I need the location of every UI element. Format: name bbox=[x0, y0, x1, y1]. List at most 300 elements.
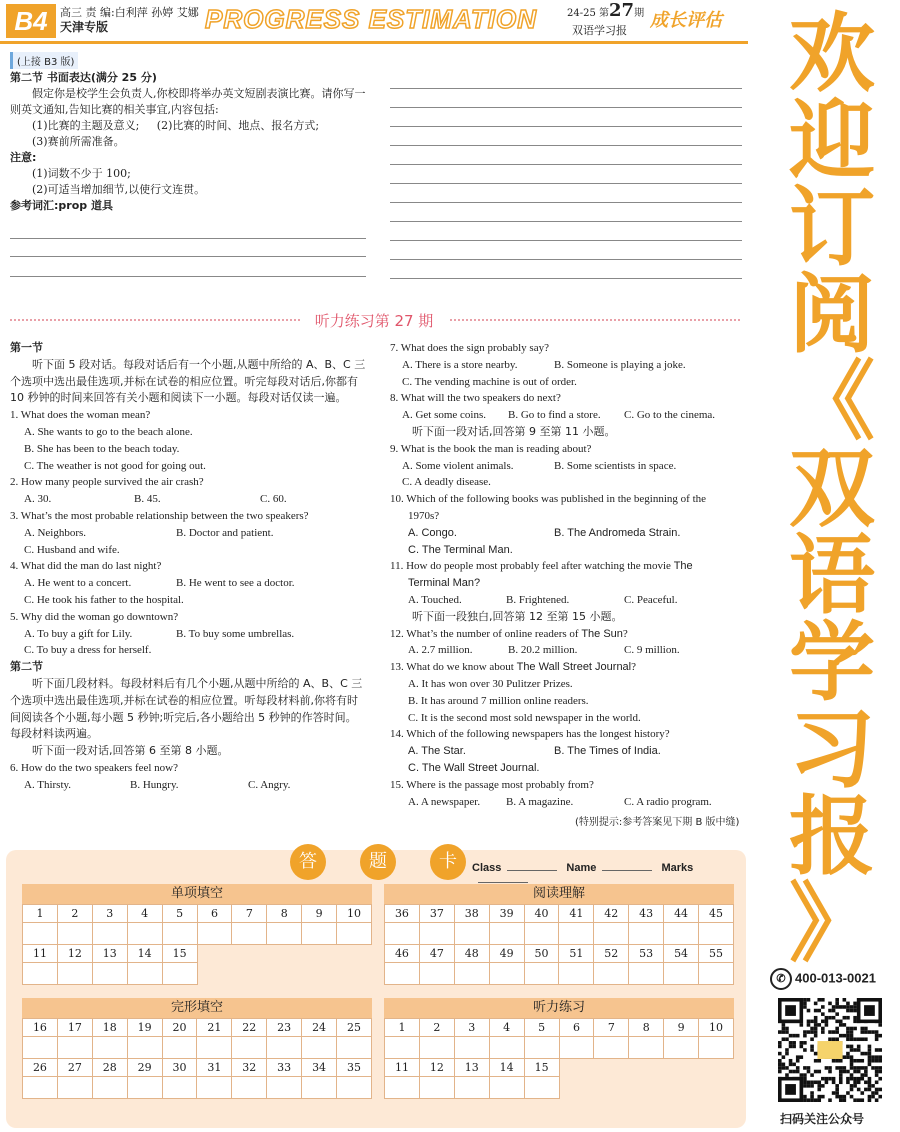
phone-contact[interactable] bbox=[770, 968, 876, 990]
card-title-char: 答 bbox=[290, 844, 326, 880]
grid-spacer bbox=[232, 945, 267, 963]
option[interactable]: C. To buy a dress for herself. bbox=[24, 644, 152, 657]
answer-cell[interactable] bbox=[454, 1037, 489, 1059]
card-title-char: 卡 bbox=[430, 844, 466, 880]
option[interactable]: C. The vending machine is out of order. bbox=[402, 375, 577, 388]
question-5: 5. Why did the woman go downtown? bbox=[10, 610, 179, 623]
writing-line[interactable] bbox=[390, 202, 742, 203]
option[interactable]: C. It is the second most sold newspaper in the world. bbox=[408, 711, 641, 724]
question-7: 7. What does the sign probably say? bbox=[390, 342, 549, 354]
answer-cell[interactable] bbox=[232, 1037, 267, 1059]
grid-spacer bbox=[267, 945, 302, 963]
answer-number: 39 bbox=[489, 905, 524, 923]
answer-cell[interactable] bbox=[337, 1077, 372, 1099]
question-14: 14. Which of the following newspapers has the longest history? bbox=[390, 728, 670, 741]
grid-title: 完形填空 bbox=[22, 998, 372, 1018]
answer-number: 9 bbox=[664, 1019, 699, 1037]
promo-char: 学 bbox=[789, 613, 875, 713]
answer-cell[interactable] bbox=[57, 1037, 92, 1059]
name-label: Name bbox=[566, 862, 597, 874]
option[interactable]: C. The Wall Street Journal. bbox=[408, 761, 540, 774]
grid-spacer bbox=[629, 1077, 664, 1099]
listening-left-column bbox=[10, 340, 366, 794]
writing-point: (3)赛前所需准备。 bbox=[32, 135, 125, 148]
phone-icon: ✆ bbox=[770, 968, 792, 990]
answer-number: 51 bbox=[559, 945, 594, 963]
writing-line[interactable] bbox=[390, 221, 742, 222]
answer-cell[interactable] bbox=[127, 1037, 162, 1059]
grid-spacer bbox=[337, 945, 372, 963]
option[interactable]: B. Go to find a store. bbox=[508, 409, 601, 422]
option[interactable]: A. To buy a gift for Lily. bbox=[24, 627, 133, 640]
question-13-title: The Wall Street Journal bbox=[516, 661, 632, 674]
writing-points bbox=[10, 118, 370, 134]
answer-cell[interactable] bbox=[524, 1037, 559, 1059]
answer-number: 13 bbox=[454, 1059, 489, 1077]
title-dots-right bbox=[450, 319, 740, 321]
writing-line[interactable] bbox=[390, 88, 742, 89]
writing-line[interactable] bbox=[390, 240, 742, 241]
answer-card bbox=[6, 850, 746, 1128]
issue-suffix: 期 bbox=[634, 8, 645, 19]
answer-cell[interactable] bbox=[267, 1037, 302, 1059]
answer-cell[interactable] bbox=[419, 923, 454, 945]
column-name: 成长评估 bbox=[650, 10, 722, 31]
option[interactable]: B. Some scientists in space. bbox=[554, 459, 677, 472]
options-row bbox=[10, 525, 366, 542]
answer-cell[interactable] bbox=[92, 923, 127, 945]
promo-char: 订 bbox=[789, 178, 875, 278]
answer-number: 12 bbox=[57, 945, 92, 963]
answer-number: 23 bbox=[267, 1019, 302, 1037]
question-12-title: The Sun bbox=[581, 627, 623, 640]
answer-cell[interactable] bbox=[419, 1077, 454, 1099]
part1-title: 第一节 bbox=[10, 341, 43, 354]
grid-spacer bbox=[197, 945, 232, 963]
card-title-char: 题 bbox=[360, 844, 396, 880]
option[interactable]: B. Hungry. bbox=[130, 778, 179, 791]
writing-line[interactable] bbox=[390, 278, 742, 279]
student-info bbox=[472, 862, 746, 886]
answer-cell[interactable] bbox=[162, 923, 197, 945]
option[interactable]: B. Doctor and patient. bbox=[176, 526, 274, 539]
answer-cell[interactable] bbox=[664, 1037, 699, 1059]
answer-cell[interactable] bbox=[489, 923, 524, 945]
masthead-title: PROGRESS ESTIMATION bbox=[205, 4, 537, 34]
answer-number: 34 bbox=[302, 1059, 337, 1077]
answer-cell[interactable] bbox=[162, 1037, 197, 1059]
answer-grid bbox=[384, 998, 734, 1110]
answer-number: 8 bbox=[629, 1019, 664, 1037]
answer-number: 46 bbox=[385, 945, 420, 963]
promo-char: 欢 bbox=[789, 4, 875, 104]
question-15: 15. Where is the passage most probably from? bbox=[390, 778, 594, 791]
answer-number: 18 bbox=[92, 1019, 127, 1037]
options-row bbox=[390, 743, 746, 760]
answer-cell[interactable] bbox=[524, 963, 559, 985]
answer-cell[interactable] bbox=[232, 923, 267, 945]
answer-cell[interactable] bbox=[524, 923, 559, 945]
grid-spacer bbox=[559, 1059, 594, 1077]
question-3: 3. What’s the most probable relationship between the two speakers? bbox=[10, 509, 309, 522]
answer-cell[interactable] bbox=[559, 963, 594, 985]
answer-number: 31 bbox=[197, 1059, 232, 1077]
option[interactable]: C. 9 million. bbox=[624, 644, 680, 657]
answer-cell[interactable] bbox=[337, 923, 372, 945]
answer-cell[interactable] bbox=[267, 1077, 302, 1099]
answer-number: 7 bbox=[594, 1019, 629, 1037]
segment-instruction: 听下面一段对话,回答第 6 至第 8 小题。 bbox=[32, 744, 229, 758]
options-row bbox=[390, 525, 746, 542]
grid-spacer bbox=[594, 1059, 629, 1077]
answer-cell[interactable] bbox=[594, 923, 629, 945]
option[interactable]: B. To buy some umbrellas. bbox=[176, 627, 295, 640]
marks-label: Marks bbox=[661, 862, 694, 874]
answer-cell[interactable] bbox=[385, 963, 420, 985]
options-row bbox=[10, 491, 366, 508]
question-6: 6. How do the two speakers feel now? bbox=[10, 761, 179, 774]
answer-number: 54 bbox=[664, 945, 699, 963]
answer-cell[interactable] bbox=[385, 923, 420, 945]
writing-line[interactable] bbox=[10, 238, 366, 239]
class-label: Class bbox=[472, 862, 502, 874]
answer-cell[interactable] bbox=[302, 923, 337, 945]
option[interactable]: A. It has won over 30 Pulitzer Prizes. bbox=[408, 677, 573, 690]
answer-number: 53 bbox=[629, 945, 664, 963]
option[interactable]: C. Go to the cinema. bbox=[624, 409, 716, 422]
question-12-end: ? bbox=[622, 627, 628, 640]
answer-cell[interactable] bbox=[524, 1077, 559, 1099]
answer-number: 37 bbox=[419, 905, 454, 923]
answer-cell[interactable] bbox=[699, 923, 734, 945]
question-4: 4. What did the man do last night? bbox=[10, 560, 162, 573]
part2-title: 第二节 bbox=[10, 660, 43, 674]
answer-cell[interactable] bbox=[23, 1077, 58, 1099]
answer-cell[interactable] bbox=[337, 1037, 372, 1059]
notes-title: 注意: bbox=[10, 151, 37, 164]
option[interactable]: B. He went to see a doctor. bbox=[176, 577, 295, 590]
answer-number: 36 bbox=[385, 905, 420, 923]
grid-spacer bbox=[302, 945, 337, 963]
writing-prompt: 假定你是校学生会负责人,你校即将举办英文短剧表演比赛。请你写一则英文通知,告知比赛的相关事宜,内容包括: bbox=[10, 87, 366, 116]
question-13 bbox=[390, 659, 746, 676]
name-field[interactable] bbox=[602, 870, 652, 871]
answer-cell[interactable] bbox=[489, 963, 524, 985]
answer-cell[interactable] bbox=[57, 1077, 92, 1099]
answer-cell[interactable] bbox=[699, 963, 734, 985]
answer-number: 6 bbox=[197, 905, 232, 923]
answer-number: 48 bbox=[454, 945, 489, 963]
writing-line[interactable] bbox=[390, 164, 742, 165]
options-row bbox=[390, 642, 746, 659]
answer-cell[interactable] bbox=[385, 1037, 420, 1059]
answer-cell[interactable] bbox=[23, 923, 58, 945]
answer-number: 25 bbox=[337, 1019, 372, 1037]
answer-number: 24 bbox=[302, 1019, 337, 1037]
option[interactable]: A. A newspaper. bbox=[408, 795, 481, 808]
grid-spacer bbox=[699, 1077, 734, 1099]
writing-point: (2)比赛的时间、地点、报名方式; bbox=[156, 119, 320, 132]
answer-number: 11 bbox=[385, 1059, 420, 1077]
writing-line[interactable] bbox=[390, 259, 742, 260]
option[interactable]: A. Thirsty. bbox=[24, 778, 72, 791]
option[interactable]: B. A magazine. bbox=[506, 795, 574, 808]
grid-spacer bbox=[267, 963, 302, 985]
question-10: 10. Which of the following books was published in the beginning of the bbox=[390, 493, 707, 506]
answer-number: 12 bbox=[419, 1059, 454, 1077]
option[interactable]: B. It has around 7 million online readers. bbox=[408, 694, 589, 707]
answer-cell[interactable] bbox=[629, 963, 664, 985]
answer-number: 7 bbox=[232, 905, 267, 923]
answer-number: 19 bbox=[127, 1019, 162, 1037]
answer-grid bbox=[22, 998, 372, 1110]
grid-spacer bbox=[699, 1059, 734, 1077]
grid-title: 听力练习 bbox=[384, 998, 734, 1018]
answer-cell[interactable] bbox=[23, 963, 58, 985]
answer-number: 45 bbox=[699, 905, 734, 923]
answer-cell[interactable] bbox=[629, 923, 664, 945]
answer-number: 10 bbox=[699, 1019, 734, 1037]
answer-number: 20 bbox=[162, 1019, 197, 1037]
option[interactable]: C. Angry. bbox=[248, 778, 291, 791]
writing-line[interactable] bbox=[390, 183, 742, 184]
writing-line[interactable] bbox=[390, 107, 742, 108]
grid-spacer bbox=[559, 1077, 594, 1099]
promo-char: 》 bbox=[789, 874, 875, 974]
option[interactable]: A. 30. bbox=[24, 493, 52, 506]
option[interactable]: A. Touched. bbox=[408, 593, 462, 606]
answer-number: 5 bbox=[162, 905, 197, 923]
answer-cell[interactable] bbox=[127, 923, 162, 945]
answer-cell[interactable] bbox=[664, 963, 699, 985]
grid-spacer bbox=[197, 963, 232, 985]
answer-number: 2 bbox=[57, 905, 92, 923]
answer-number: 9 bbox=[302, 905, 337, 923]
option[interactable]: C. He took his father to the hospital. bbox=[24, 593, 184, 606]
option[interactable]: C. The Terminal Man. bbox=[408, 543, 513, 556]
answer-cell[interactable] bbox=[232, 1077, 267, 1099]
writing-line[interactable] bbox=[390, 145, 742, 146]
answer-number: 30 bbox=[162, 1059, 197, 1077]
answer-number: 22 bbox=[232, 1019, 267, 1037]
option[interactable]: B. The Andromeda Strain. bbox=[554, 526, 681, 539]
answer-cell[interactable] bbox=[127, 1077, 162, 1099]
answer-number: 33 bbox=[267, 1059, 302, 1077]
answer-cell[interactable] bbox=[267, 923, 302, 945]
answer-number: 28 bbox=[92, 1059, 127, 1077]
answer-number: 27 bbox=[57, 1059, 92, 1077]
answer-number: 41 bbox=[559, 905, 594, 923]
answer-number: 1 bbox=[385, 1019, 420, 1037]
option[interactable]: B. Someone is playing a joke. bbox=[554, 358, 686, 371]
option[interactable]: A. He went to a concert. bbox=[24, 577, 132, 590]
issue-prefix: 24-25 第 bbox=[567, 8, 610, 19]
note-item: (1)词数不少于 100; bbox=[32, 167, 131, 180]
question-11 bbox=[390, 558, 746, 575]
options-row bbox=[390, 407, 746, 424]
answer-cell[interactable] bbox=[92, 1037, 127, 1059]
answer-cell[interactable] bbox=[92, 1077, 127, 1099]
options-row bbox=[390, 794, 746, 811]
answer-cell[interactable] bbox=[162, 1077, 197, 1099]
answer-number: 6 bbox=[559, 1019, 594, 1037]
edition-label: 天津专版 bbox=[60, 20, 109, 34]
writing-point: (1)比赛的主题及意义; bbox=[32, 119, 140, 132]
answer-number: 1 bbox=[23, 905, 58, 923]
class-field[interactable] bbox=[507, 870, 557, 871]
answer-cell[interactable] bbox=[699, 1037, 734, 1059]
question-11-cont: Terminal Man? bbox=[408, 577, 481, 590]
writing-line[interactable] bbox=[10, 256, 366, 257]
answer-cell[interactable] bbox=[23, 1037, 58, 1059]
answer-cell[interactable] bbox=[92, 963, 127, 985]
option[interactable]: A. 2.7 million. bbox=[408, 644, 473, 657]
grid-spacer bbox=[337, 963, 372, 985]
options-row bbox=[390, 458, 746, 475]
writing-section bbox=[10, 70, 370, 214]
answer-cell[interactable] bbox=[629, 1037, 664, 1059]
continue-note: (上接 B3 版) bbox=[10, 52, 78, 69]
options-row bbox=[10, 575, 366, 592]
answer-cell[interactable] bbox=[57, 963, 92, 985]
promo-char: 迎 bbox=[789, 91, 875, 191]
grid-spacer bbox=[594, 1077, 629, 1099]
writing-line[interactable] bbox=[390, 126, 742, 127]
option[interactable]: B. 20.2 million. bbox=[508, 644, 578, 657]
marks-field[interactable] bbox=[478, 882, 528, 883]
question-8: 8. What will the two speakers do next? bbox=[390, 392, 561, 405]
answer-number: 47 bbox=[419, 945, 454, 963]
qr-code[interactable] bbox=[778, 998, 882, 1102]
promo-char: 报 bbox=[789, 787, 875, 887]
answer-cell[interactable] bbox=[127, 963, 162, 985]
grid-spacer bbox=[232, 963, 267, 985]
part1-instructions: 听下面 5 段对话。每段对话后有一个小题,从题中所给的 A、B、C 三个选项中选出最佳选项,并标在试卷的相应位置。听完每段对话后,你都有 10 秒钟的时间来回答有关小题和阅读下一小题。每段对话仅读一遍。 bbox=[10, 357, 366, 405]
answer-number: 35 bbox=[337, 1059, 372, 1077]
answer-cell[interactable] bbox=[302, 1037, 337, 1059]
option[interactable]: A. She wants to go to the beach alone. bbox=[24, 425, 193, 438]
answer-number: 14 bbox=[489, 1059, 524, 1077]
answer-cell[interactable] bbox=[454, 923, 489, 945]
grid-spacer bbox=[664, 1059, 699, 1077]
answer-number: 38 bbox=[454, 905, 489, 923]
editors-block bbox=[60, 5, 199, 35]
answer-number: 49 bbox=[489, 945, 524, 963]
answer-cell[interactable] bbox=[454, 1077, 489, 1099]
option[interactable]: A. Get some coins. bbox=[402, 409, 487, 422]
title-dots-left bbox=[10, 319, 300, 321]
question-13-end: ? bbox=[631, 661, 637, 674]
answer-number: 26 bbox=[23, 1059, 58, 1077]
option[interactable]: C. Husband and wife. bbox=[24, 543, 120, 556]
option[interactable]: B. 45. bbox=[134, 493, 161, 506]
answer-cell[interactable] bbox=[162, 963, 197, 985]
answer-cell[interactable] bbox=[302, 1077, 337, 1099]
option[interactable]: C. 60. bbox=[260, 493, 287, 506]
promo-char: 双 bbox=[789, 439, 875, 539]
option[interactable]: A. There is a store nearby. bbox=[402, 358, 518, 371]
answer-cell[interactable] bbox=[385, 1077, 420, 1099]
answer-number: 14 bbox=[127, 945, 162, 963]
listening-title-bar bbox=[0, 310, 748, 330]
answer-cell[interactable] bbox=[559, 1037, 594, 1059]
answer-cell[interactable] bbox=[594, 963, 629, 985]
answer-number: 32 bbox=[232, 1059, 267, 1077]
grid-spacer bbox=[629, 1059, 664, 1077]
option[interactable]: A. Neighbors. bbox=[24, 526, 87, 539]
answer-number: 11 bbox=[23, 945, 58, 963]
segment-instruction: 听下面一段对话,回答第 9 至第 11 小题。 bbox=[412, 424, 616, 438]
answer-number: 15 bbox=[524, 1059, 559, 1077]
question-11-title: The bbox=[673, 560, 693, 573]
option[interactable]: C. A deadly disease. bbox=[402, 476, 491, 489]
question-12 bbox=[390, 626, 746, 643]
answer-cell[interactable] bbox=[664, 923, 699, 945]
option[interactable]: A. The Star. bbox=[408, 745, 466, 758]
answer-cell[interactable] bbox=[454, 963, 489, 985]
option[interactable]: C. Peaceful. bbox=[624, 593, 678, 606]
option[interactable]: C. A radio program. bbox=[624, 795, 712, 808]
promo-char: 阅 bbox=[789, 265, 875, 365]
issue-number bbox=[567, 0, 645, 21]
answer-number: 2 bbox=[419, 1019, 454, 1037]
answer-number: 15 bbox=[162, 945, 197, 963]
answer-cell[interactable] bbox=[197, 1077, 232, 1099]
subscription-promo bbox=[764, 0, 900, 1132]
option[interactable]: C. The weather is not good for going out. bbox=[24, 459, 206, 472]
listening-right-column bbox=[390, 340, 746, 810]
answer-cell[interactable] bbox=[489, 1077, 524, 1099]
option[interactable]: B. Frightened. bbox=[506, 593, 570, 606]
answer-cell[interactable] bbox=[419, 963, 454, 985]
answer-number: 52 bbox=[594, 945, 629, 963]
options-row bbox=[10, 777, 366, 794]
vocab-reference: 参考词汇:prop 道具 bbox=[10, 199, 113, 212]
answer-cell[interactable] bbox=[419, 1037, 454, 1059]
answer-cell[interactable] bbox=[197, 1037, 232, 1059]
answer-number: 13 bbox=[92, 945, 127, 963]
answer-number: 16 bbox=[23, 1019, 58, 1037]
grid-spacer bbox=[302, 963, 337, 985]
answer-cell[interactable] bbox=[559, 923, 594, 945]
question-10-cont: 1970s? bbox=[408, 509, 440, 522]
page-code-badge: B4 bbox=[6, 4, 56, 38]
writing-line[interactable] bbox=[10, 276, 366, 277]
note-item: (2)可适当增加细节,以使行文连贯。 bbox=[32, 183, 206, 196]
question-1: 1. What does the woman mean? bbox=[10, 409, 151, 422]
answer-cell[interactable] bbox=[489, 1037, 524, 1059]
answer-number: 40 bbox=[524, 905, 559, 923]
answer-number: 44 bbox=[664, 905, 699, 923]
answer-cell[interactable] bbox=[197, 923, 232, 945]
paper-name: 双语学习报 bbox=[572, 24, 627, 37]
answer-cell[interactable] bbox=[57, 923, 92, 945]
question-13-text: 13. What do we know about bbox=[390, 661, 514, 674]
answer-number: 29 bbox=[127, 1059, 162, 1077]
promo-char: 语 bbox=[789, 526, 875, 626]
scan-caption: 扫码关注公众号 bbox=[780, 1112, 865, 1126]
answer-number: 5 bbox=[524, 1019, 559, 1037]
option[interactable]: B. The Times of India. bbox=[554, 745, 661, 758]
question-11-text: 11. How do people most probably feel after watching the movie bbox=[390, 560, 671, 573]
option[interactable]: A. Some violent animals. bbox=[402, 459, 514, 472]
writing-section-title: 第二节 书面表达(满分 25 分) bbox=[10, 71, 157, 84]
answer-cell[interactable] bbox=[594, 1037, 629, 1059]
option[interactable]: A. Congo. bbox=[408, 526, 457, 539]
option[interactable]: B. She has been to the beach today. bbox=[24, 442, 180, 455]
answer-number: 43 bbox=[629, 905, 664, 923]
answer-grid bbox=[384, 884, 734, 996]
